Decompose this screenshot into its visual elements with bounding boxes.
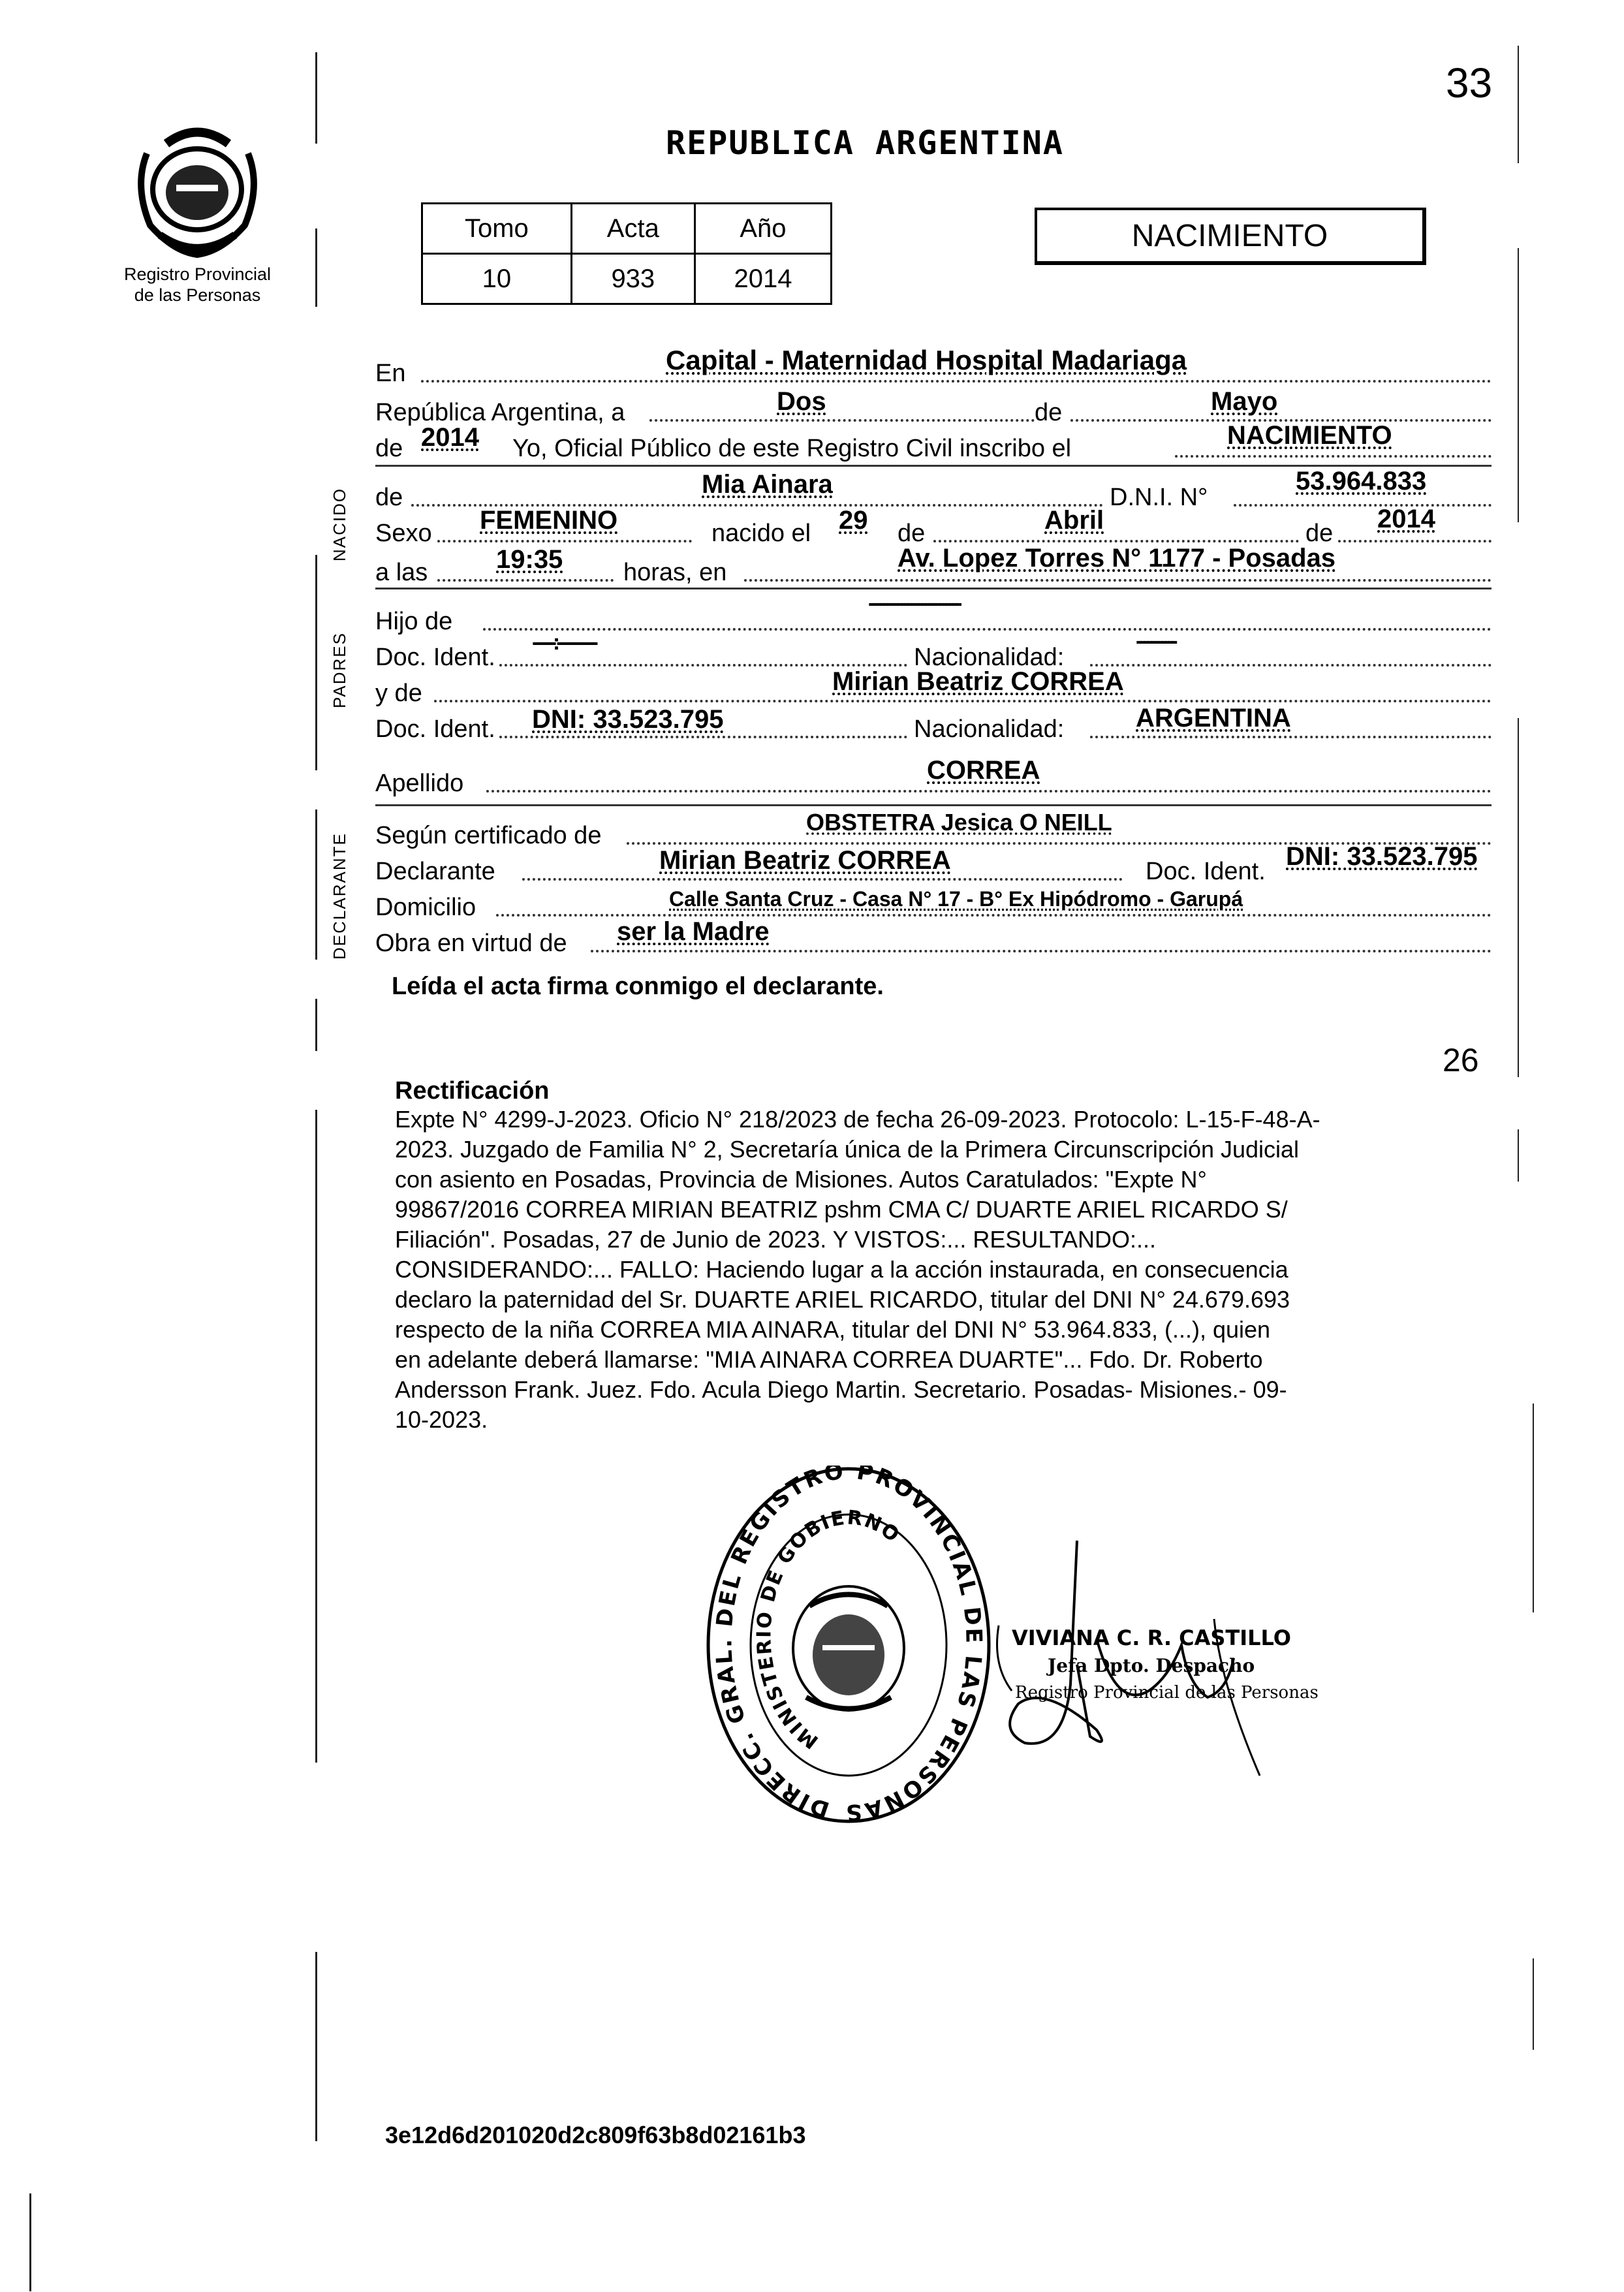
- dotted-line: [1175, 455, 1491, 458]
- label-nacionalidad-madre: Nacionalidad:: [914, 715, 1065, 743]
- margin-rule: [315, 1110, 317, 1763]
- margin-rule: [1518, 248, 1519, 522]
- margin-rule: [1518, 1129, 1519, 1182]
- divider: [375, 804, 1491, 806]
- document-title: REPUBLICA ARGENTINA: [666, 124, 1064, 162]
- label-declarante: Declarante: [375, 858, 495, 885]
- rectification-line: con asiento en Posadas, Provincia de Misiones. Autos Caratulados: "Expte N°: [395, 1166, 1207, 1193]
- table-value-tomo: 10: [422, 254, 572, 304]
- dotted-line: [421, 380, 1491, 383]
- margin-rule: [315, 809, 317, 960]
- signatory-role: Jefa Dpto. Despacho: [1048, 1655, 1255, 1676]
- margin-rule: [315, 1952, 317, 2141]
- rectification-line: en adelante deberá llamarse: "MIA AINARA CORREA DUARTE"... Fdo. Dr. Roberto: [395, 1346, 1263, 1373]
- label-de-anio-nac: de: [1305, 520, 1334, 547]
- margin-rule: [1533, 1958, 1534, 2050]
- document-hash: 3e12d6d201020d2c809f63b8d02161b3: [385, 2122, 806, 2148]
- label-doc-ident: Doc. Ident.: [375, 644, 495, 671]
- margin-rule: [315, 555, 317, 770]
- side-number: 26: [1443, 1042, 1479, 1078]
- label-de-anio: de: [375, 435, 403, 462]
- value-padre-nac: -----------: [1136, 629, 1174, 653]
- value-madre-nac: ARGENTINA: [1136, 704, 1291, 732]
- signatory-org: Registro Provincial de las Personas: [1015, 1683, 1319, 1703]
- label-apellido: Apellido: [375, 770, 464, 797]
- dotted-line: [1338, 540, 1491, 542]
- label-sexo: Sexo: [375, 520, 432, 547]
- value-acto: NACIMIENTO: [1227, 421, 1392, 450]
- label-y-de: y de: [375, 680, 422, 707]
- dotted-line: [483, 628, 1491, 631]
- margin-rule: [1518, 46, 1519, 163]
- section-label-nacido: NACIDO: [330, 487, 349, 561]
- value-dni: 53.964.833: [1296, 467, 1427, 495]
- table-header-anio: Año: [695, 204, 831, 254]
- dotted-line: [499, 664, 907, 667]
- rectification-line: 10-2023.: [395, 1406, 488, 1433]
- svg-text:MINISTERIO DE GOBIERNO: MINISTERIO DE GOBIERNO: [753, 1506, 905, 1753]
- dotted-line: [1090, 736, 1491, 738]
- table-value-anio: 2014: [695, 254, 831, 304]
- registry-name-line1: Registro Provincial: [123, 264, 272, 284]
- label-nacido-el: nacido el: [711, 520, 811, 547]
- rectification-line: Andersson Frank. Juez. Fdo. Acula Diego Martin. Secretario. Posadas- Misiones.- 09-: [395, 1376, 1287, 1403]
- margin-rule: [315, 228, 317, 307]
- register-table: [421, 202, 832, 305]
- value-anio-nac: 2014: [1377, 505, 1435, 533]
- value-hijo-de: --------------------------: [868, 591, 959, 616]
- value-anio: 2014: [421, 423, 479, 452]
- dotted-line: [1234, 504, 1491, 507]
- rectification-line: respecto de la niña CORREA MIA AINARA, titular del DNI N° 53.964.833, (...), quien: [395, 1316, 1271, 1343]
- label-de-nombre: de: [375, 484, 403, 511]
- value-padre-doc: ------:-----------: [532, 630, 595, 655]
- rectification-line: declaro la paternidad del Sr. DUARTE ARIEL RICARDO, titular del DNI N° 24.679.693: [395, 1286, 1290, 1313]
- value-obra: ser la Madre: [617, 917, 770, 946]
- margin-rule: [1533, 1404, 1534, 1612]
- official-stamp: [702, 1466, 995, 1831]
- value-nombre: Mia Ainara: [702, 470, 833, 499]
- divider: [375, 588, 1491, 589]
- page-number: 33: [1446, 59, 1493, 106]
- label-dni: D.N.I. N°: [1110, 484, 1208, 511]
- rectification-title: Rectificación: [395, 1077, 550, 1105]
- table-header-tomo: Tomo: [422, 204, 572, 254]
- label-en: En: [375, 360, 406, 387]
- dotted-line: [434, 700, 1491, 702]
- label-horas-en: horas, en: [623, 559, 727, 586]
- value-apellido: CORREA: [927, 756, 1040, 785]
- margin-rule: [315, 999, 317, 1051]
- record-type-box: [1035, 208, 1426, 265]
- dotted-line: [1090, 664, 1491, 667]
- dotted-line: [496, 914, 1491, 917]
- dotted-line: [437, 579, 614, 582]
- rectification-line: Expte N° 4299-J-2023. Oficio N° 218/2023 de fecha 26-09-2023. Protocolo: L-15-F-48-A-: [395, 1106, 1320, 1133]
- label-yo-oficial: Yo, Oficial Público de este Registro Civil inscribo el: [512, 435, 1072, 462]
- value-domicilio: Calle Santa Cruz - Casa N° 17 - B° Ex Hipódromo - Garupá: [669, 887, 1243, 911]
- value-certificado: OBSTETRA Jesica O NEILL: [806, 809, 1112, 836]
- dotted-line: [522, 878, 1123, 881]
- value-declarante-doc: DNI: 33.523.795: [1286, 842, 1478, 871]
- dotted-line: [437, 540, 692, 542]
- record-type: NACIMIENTO: [1131, 218, 1328, 253]
- dotted-line: [591, 950, 1491, 952]
- label-de-mes-nac: de: [898, 520, 926, 547]
- value-hora: 19:35: [496, 545, 563, 574]
- value-lugar-nac: Av. Lopez Torres N° 1177 - Posadas: [898, 544, 1336, 573]
- label-doc-ident-declarante: Doc. Ident.: [1146, 858, 1266, 885]
- margin-rule: [1518, 718, 1519, 1077]
- label-de-mes: de: [1035, 399, 1063, 426]
- section-label-padres: PADRES: [330, 632, 349, 708]
- label-segun-certificado: Según certificado de: [375, 822, 602, 849]
- margin-rule: [29, 2193, 31, 2291]
- label-nacionalidad: Nacionalidad:: [914, 644, 1065, 671]
- table-header-acta: Acta: [571, 204, 695, 254]
- rectification-line: Filiación". Posadas, 27 de Junio de 2023. Y VISTOS:... RESULTANDO:...: [395, 1226, 1157, 1253]
- value-lugar: Capital - Maternidad Hospital Madariaga: [666, 345, 1187, 375]
- value-dia-nac: 29: [839, 506, 868, 535]
- value-mes: Mayo: [1211, 387, 1278, 416]
- section-label-declarante: DECLARANTE: [330, 832, 349, 960]
- value-sexo: FEMENINO: [480, 506, 618, 535]
- label-republica: República Argentina, a: [375, 399, 625, 426]
- margin-rule: [315, 52, 317, 144]
- label-obra: Obra en virtud de: [375, 930, 567, 957]
- label-a-las: a las: [375, 559, 428, 586]
- dotted-line: [486, 790, 1491, 793]
- rectification-line: 2023. Juzgado de Familia N° 2, Secretaría única de la Primera Circunscripción Judicial: [395, 1136, 1300, 1163]
- registry-logo: [121, 108, 274, 261]
- dotted-line: [649, 419, 1035, 422]
- label-domicilio: Domicilio: [375, 894, 476, 921]
- table-value-acta: 933: [571, 254, 695, 304]
- rectification-body: [395, 1105, 1498, 1435]
- closing-statement: Leída el acta firma conmigo el declarante.: [392, 973, 884, 1000]
- svg-text:DIRECC. GRAL. DEL REGISTRO PRO: DIRECC. GRAL. DEL REGISTRO PROVINCIAL DE LAS PERSONAS: [711, 1466, 987, 1826]
- value-mes-nac: Abril: [1044, 506, 1104, 535]
- registry-name-line2: de las Personas: [134, 285, 261, 305]
- dotted-line: [499, 736, 907, 738]
- value-madre: Mirian Beatriz CORREA: [832, 667, 1124, 696]
- dotted-line: [933, 540, 1299, 542]
- dotted-line: [744, 579, 1491, 582]
- rectification-line: 99867/2016 CORREA MIRIAN BEATRIZ pshm CMA C/ DUARTE ARIEL RICARDO S/: [395, 1196, 1288, 1223]
- signatory-name: VIVIANA C. R. CASTILLO: [1012, 1625, 1291, 1650]
- rectification-line: CONSIDERANDO:... FALLO: Haciendo lugar a la acción instaurada, en consecuencia: [395, 1256, 1288, 1283]
- value-declarante: Mirian Beatriz CORREA: [659, 846, 951, 875]
- label-doc-ident-madre: Doc. Ident.: [375, 715, 495, 743]
- label-hijo-de: Hijo de: [375, 608, 453, 635]
- value-madre-doc: DNI: 33.523.795: [532, 705, 724, 734]
- value-dia: Dos: [777, 387, 826, 416]
